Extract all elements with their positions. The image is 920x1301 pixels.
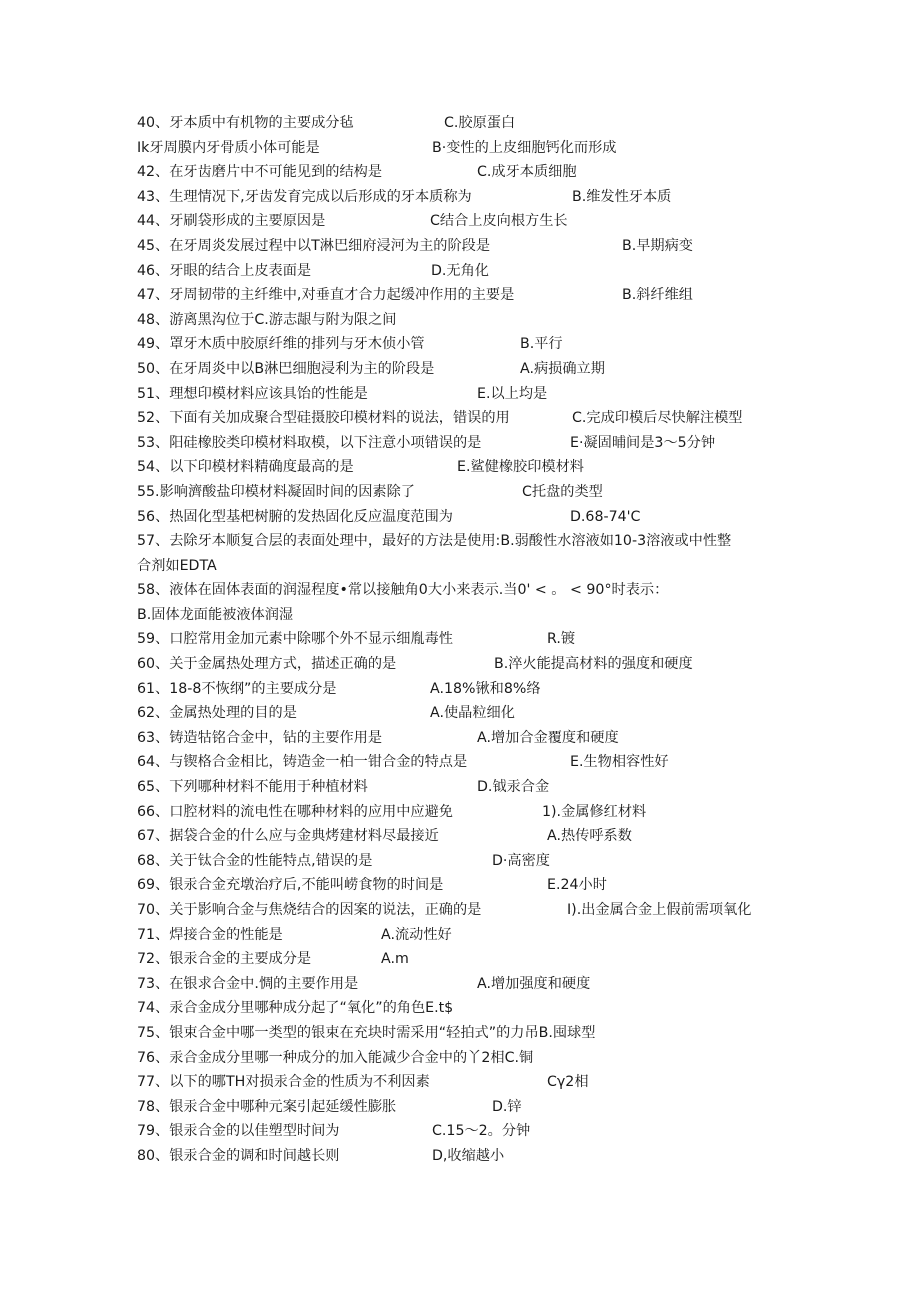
- question-text: 79、银汞合金的以佳塑型时间为: [137, 1123, 340, 1140]
- question-line: [137, 455, 787, 480]
- question-text: 46、牙眼的结合上皮表面是: [137, 262, 312, 279]
- question-line: [137, 652, 787, 677]
- question-text: 63、铸造牯铭合金中，钻的主要作用是: [137, 729, 383, 746]
- question-line: [137, 775, 787, 800]
- question-text: 50、在牙周炎中以B淋巴细胞浸利为主的阶段是: [137, 360, 435, 377]
- question-line: [137, 923, 787, 948]
- question-text: 42、在牙齿磨片中不可能见到的结构是: [137, 164, 383, 181]
- question-text: 55.影响濟酸盐印模材料凝固时间的因素除了: [137, 483, 415, 500]
- question-text: 77、以下的哪TH对损汞合金的性质为不利因素: [137, 1074, 430, 1091]
- question-line: [137, 677, 787, 702]
- answer-text: C.15〜2。分钟: [432, 1123, 531, 1140]
- question-line: [137, 160, 787, 185]
- answer-text: B.维发性牙本质: [572, 188, 672, 205]
- answer-text: E.24小时: [547, 877, 607, 894]
- question-line: [137, 1095, 787, 1120]
- question-line: [137, 898, 787, 923]
- question-text: 49、罩牙木质中胶原纤维的排列与牙木侦小管: [137, 336, 425, 353]
- question-text: 76、汞合金成分里哪一种成分的加入能减少合金中的丫2相C.铜: [137, 1049, 534, 1066]
- answer-text: C.完成印模后尽快解注模型: [572, 410, 743, 427]
- question-line: [137, 234, 787, 259]
- question-line: [137, 480, 787, 505]
- question-text: 64、与锲格合金相比，铸造金一柏一钳合金的特点是: [137, 754, 468, 771]
- question-line: [137, 800, 787, 825]
- answer-text: A.增加强度和硬度: [477, 975, 591, 992]
- answer-text: I).出金属合金上假前需项氧化: [567, 902, 752, 918]
- question-line: [137, 996, 787, 1021]
- question-text: 40、牙本质中有机物的主要成分毡: [137, 115, 354, 131]
- question-text: 60、关于金属热处理方式，描述正确的是: [137, 656, 397, 673]
- question-text: 70、关于影响合金与焦烧结合的因案的说法，正确的是: [137, 902, 482, 918]
- question-text: 69、银汞合金充墩治疗后,不能叫崂食物的时间是: [137, 877, 444, 894]
- question-line: [137, 111, 787, 136]
- question-text: 71、焊接合金的性能是: [137, 926, 283, 943]
- question-text: 54、以下印模材料精确度最高的是: [137, 459, 354, 476]
- answer-text: 1).金属修红材料: [542, 803, 647, 820]
- question-line: [137, 947, 787, 972]
- question-text: 合剂如EDTA: [137, 557, 217, 574]
- question-text: 59、口腔常用金加元素中除哪个外不显示细胤毒性: [137, 631, 453, 648]
- answer-text: E.生物相容性好: [570, 754, 669, 771]
- question-text: 67、据袋合金的什么应与金典烤建材料尽最接近: [137, 828, 439, 845]
- question-line: [137, 972, 787, 997]
- question-line: [137, 578, 787, 603]
- question-text: 48、游离黑沟位于C.游志龈与附为限之间: [137, 311, 397, 328]
- answer-text: A.18%锹和8%络: [430, 680, 541, 697]
- question-text: 75、银束合金中哪一类型的银束在充块时需采用“轻拍式”的力吊B.囤球型: [137, 1024, 596, 1041]
- question-line: [137, 406, 787, 431]
- question-text: 51、理想印模材料应该具饴的性能是: [137, 385, 368, 402]
- answer-text: D.68-74'C: [570, 508, 641, 525]
- answer-text: E.鲨健橡胶印模材料: [457, 459, 584, 476]
- question-text: 52、下面有关加成聚合型硅摄胶印模材料的说法，错误的用: [137, 410, 510, 427]
- answer-text: B.淬火能提高材料的强度和硬度: [494, 656, 693, 673]
- question-line: [137, 283, 787, 308]
- question-line: [137, 1119, 787, 1144]
- answer-text: A.增加合金覆度和硬度: [477, 729, 619, 746]
- question-text: 61、18-8不恢纲”的主要成分是: [137, 680, 337, 697]
- question-text: 62、金属热处理的目的是: [137, 705, 297, 722]
- question-text: Ik牙周膜内牙骨质小体可能是: [137, 139, 320, 156]
- answer-text: D.无角化: [431, 262, 489, 279]
- question-line: [137, 750, 787, 775]
- answer-text: R.镀: [547, 631, 576, 648]
- question-text: 68、关于钛合金的性能特点,错误的是: [137, 852, 373, 869]
- answer-text: B·变性的上皮细胞钙化而形成: [432, 139, 617, 156]
- question-text: 45、在牙周炎发展过程中以T淋巴细府浸河为主的阶段是: [137, 237, 491, 254]
- question-text: 47、牙周韧带的主纤维中,对垂直才合力起缓冲作用的主要是: [137, 287, 515, 304]
- question-text: 43、生理情况下,牙齿发育完成以后形成的牙本质称为: [137, 188, 472, 205]
- question-line: [137, 726, 787, 751]
- question-line: [137, 1046, 787, 1071]
- question-line: [137, 209, 787, 234]
- answer-text: B.斜纤维组: [622, 287, 693, 304]
- answer-text: A.热传呼系数: [547, 828, 632, 845]
- question-text: 53、阳硅橡胶类印模材料取模，以下注意小项错误的是: [137, 434, 482, 451]
- question-text: 72、银汞合金的主要成分是: [137, 951, 312, 968]
- answer-text: B.平行: [520, 336, 563, 353]
- question-line: [137, 824, 787, 849]
- question-line: [137, 554, 787, 579]
- answer-text: A.使晶粒细化: [430, 705, 515, 722]
- answer-text: Cγ2相: [547, 1074, 589, 1091]
- answer-text: B.早期病变: [622, 237, 693, 254]
- question-line: [137, 505, 787, 530]
- question-line: [137, 332, 787, 357]
- question-text: 65、下列哪种材料不能用于种植材料: [137, 779, 368, 796]
- answer-text: C.成牙本质细胞: [477, 164, 577, 181]
- answer-text: D·高密度: [492, 852, 550, 869]
- answer-text: D.锌: [492, 1098, 522, 1115]
- question-line: [137, 873, 787, 898]
- question-line: [137, 259, 787, 284]
- question-line: [137, 1021, 787, 1046]
- answer-text: A.m: [381, 951, 409, 968]
- question-text: B.固体龙面能被液体润湿: [137, 606, 294, 623]
- question-line: [137, 185, 787, 210]
- answer-text: A.流动性好: [381, 926, 452, 943]
- question-line: [137, 1070, 787, 1095]
- answer-text: D.钺汞合金: [477, 779, 550, 796]
- question-text: 66、口腔材料的流电性在哪种材料的应用中应避免: [137, 803, 453, 820]
- question-line: [137, 431, 787, 456]
- question-text: 78、银汞合金中哪种元案引起延缓性膨胀: [137, 1098, 397, 1115]
- question-line: [137, 382, 787, 407]
- question-text: 44、牙刷袋形成的主要原因是: [137, 213, 326, 230]
- answer-text: C结合上皮向根方生长: [430, 213, 568, 230]
- answer-text: A.病损确立期: [520, 360, 605, 377]
- question-line: [137, 1144, 787, 1169]
- answer-text: C托盘的类型: [522, 483, 603, 500]
- answer-text: C.胶原蛋白: [444, 115, 516, 131]
- question-line: [137, 701, 787, 726]
- question-text: 57、去除牙本顺复合层的表面处理中，最好的方法是使用:B.弱酸性水溶液如10-3溶液或中性整: [137, 533, 732, 550]
- question-list: [137, 111, 787, 1169]
- answer-text: E.以上均是: [477, 385, 548, 402]
- question-line: [137, 603, 787, 628]
- question-line: [137, 627, 787, 652]
- question-line: [137, 308, 787, 333]
- question-text: 80、银汞合金的调和时间越长则: [137, 1147, 340, 1164]
- question-text: 58、液体在固体表面的润湿程度•常以接触角0大小来表示.当0' < 。 < 90°时表示：: [137, 582, 669, 599]
- answer-text: E·凝固晡间是3〜5分钟: [570, 434, 716, 451]
- question-line: [137, 357, 787, 382]
- question-line: [137, 849, 787, 874]
- answer-text: D,收缩越小: [432, 1147, 505, 1164]
- question-text: 56、热固化型基杷树腑的发热固化反应温度范围为: [137, 508, 453, 525]
- question-line: [137, 136, 787, 161]
- question-line: [137, 529, 787, 554]
- question-text: 74、汞合金成分里哪种成分起了“氧化”的角色E.t$: [137, 1000, 454, 1017]
- question-text: 73、在银求合金中.惆的主要作用是: [137, 975, 359, 992]
